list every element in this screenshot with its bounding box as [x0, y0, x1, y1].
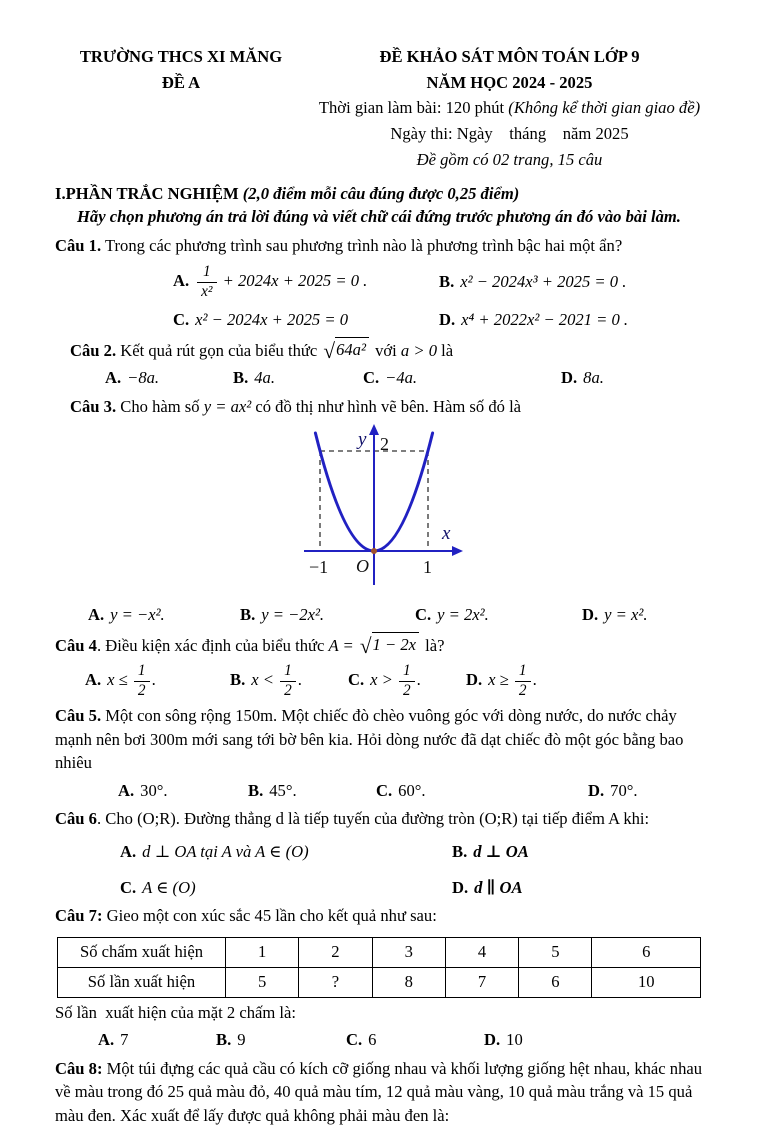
fraction — [515, 663, 531, 699]
option-label: A. — [98, 1030, 115, 1050]
option-label: C. — [415, 605, 432, 625]
option-label: A. — [118, 780, 135, 800]
exam-date: Ngày thi: Ngày tháng năm 2025 — [390, 124, 629, 144]
option-c — [363, 366, 561, 390]
option-label: D. — [561, 368, 578, 388]
option-d — [582, 603, 712, 627]
exam-duration — [307, 95, 712, 121]
option-text: −8a. — [127, 368, 160, 388]
question-5-label: Câu 5. — [55, 706, 102, 726]
x-axis-label: x — [441, 522, 450, 544]
fraction-numerator: 1 — [280, 663, 296, 681]
question-7-stem: Gieo một con xúc sắc 45 lần cho kết quả như sau: — [102, 906, 437, 926]
option-comparison: x < — [251, 670, 279, 690]
option-label: B. — [230, 670, 246, 690]
square-root — [360, 632, 419, 657]
question-7 — [55, 904, 712, 928]
table-cell: Số chấm xuất hiện — [58, 937, 226, 967]
option-label: B. — [240, 605, 256, 625]
option-label: B. — [233, 368, 249, 388]
option-comparison: x ≤ — [107, 670, 132, 690]
table-cell: 1 — [226, 937, 299, 967]
x-tick-minus1: −1 — [308, 556, 328, 577]
exam-title: ĐỀ KHẢO SÁT MÔN TOÁN LỚP 9 — [379, 47, 640, 66]
option-text: A ∈ (O) — [142, 877, 196, 897]
table-cell: 4 — [445, 937, 518, 967]
question-3 — [55, 395, 712, 419]
y-tick-2: 2 — [379, 433, 389, 454]
option-period: . — [416, 670, 421, 690]
option-label: A. — [85, 670, 102, 690]
option-a — [88, 603, 240, 627]
option-comparison: x > — [370, 670, 398, 690]
header — [55, 44, 712, 173]
option-c — [346, 1028, 484, 1052]
parabola-graph — [296, 423, 472, 591]
radical-sign: √ — [323, 338, 336, 363]
question-4-label: Câu 4 — [55, 635, 97, 655]
fraction-denominator: x² — [201, 282, 213, 300]
option-label: B. — [248, 780, 264, 800]
parabola-figure — [296, 423, 472, 598]
table-cell: 6 — [519, 967, 592, 997]
table-cell: 7 — [445, 967, 518, 997]
option-text: + 2024x + 2025 = 0 . — [218, 271, 368, 291]
section-title — [55, 182, 712, 206]
option-label: C. — [346, 1030, 363, 1050]
table-cell: 8 — [372, 967, 445, 997]
table-row — [58, 937, 701, 967]
fraction-denominator: 2 — [284, 681, 292, 699]
option-text: d ∥ OA — [474, 877, 523, 897]
option-label: D. — [582, 605, 599, 625]
fraction — [399, 663, 415, 699]
x-axis-arrow — [452, 546, 463, 556]
option-comparison: x ≥ — [488, 670, 513, 690]
fraction — [197, 264, 216, 300]
section-instruction: Hãy chọn phương án trả lời đúng và viết chữ cái đứng trước phương án đó vào bài làm. — [77, 207, 681, 227]
origin-label: O — [355, 555, 369, 576]
question-4 — [55, 632, 712, 658]
question-5 — [55, 704, 712, 775]
question-1-options — [55, 264, 712, 332]
table-row — [58, 967, 701, 997]
option-b — [439, 270, 712, 294]
option-text: 30°. — [140, 780, 168, 800]
option-label: D. — [588, 780, 605, 800]
section-scoring-note: (2,0 điểm mỗi câu đúng được 0,25 điểm) — [242, 183, 520, 203]
structure-note: Đề gồm có 02 trang, 15 câu — [416, 149, 603, 169]
option-a — [98, 1028, 216, 1052]
option-text: y = −x². — [110, 605, 165, 625]
y-axis-arrow — [369, 424, 379, 435]
option-c — [120, 876, 452, 900]
question-5-stem: Một con sông rộng 150m. Một chiếc đò chèo vuông góc với dòng nước, do nước chảy mạnh nên bơi 300m mới sang tới bờ bên kia. Hỏi dòng nước đã dạt chiếc đò một góc bằng bao nhiêu — [55, 706, 684, 773]
question-2 — [55, 337, 712, 363]
question-2-condition: a > 0 — [400, 340, 438, 360]
fraction-numerator: 1 — [134, 663, 150, 681]
origin-dot — [371, 548, 377, 554]
question-7-followup: Số lần xuất hiện của mặt 2 chấm là: — [55, 1002, 296, 1022]
question-1-label: Câu 1. — [55, 235, 102, 255]
option-label: B. — [452, 842, 468, 861]
question-6-stem: . Cho (O;R). Đường thẳng d là tiếp tuyến của đường tròn (O;R) tại tiếp điểm A khi: — [96, 809, 650, 829]
table-cell: 10 — [592, 967, 701, 997]
question-4-expression: A = — [328, 635, 358, 655]
question-2-stem-mid: với — [370, 340, 401, 360]
option-label: D. — [466, 670, 483, 690]
fraction-denominator: 2 — [403, 681, 411, 699]
option-b — [240, 603, 415, 627]
question-2-options — [55, 366, 712, 390]
fraction-numerator: 1 — [399, 663, 415, 681]
header-left — [55, 44, 307, 173]
question-2-stem: Kết quả rút gọn của biểu thức — [116, 340, 322, 360]
exam-variant: ĐỀ A — [161, 72, 201, 92]
option-b — [216, 1028, 346, 1052]
table-cell: ? — [299, 967, 372, 997]
question-3-label: Câu 3. — [70, 396, 117, 416]
question-3-stem-post: có đồ thị như hình vẽ bên. Hàm số đó là — [251, 396, 522, 416]
radicand: 1 − 2x — [372, 632, 419, 657]
fraction-denominator: 2 — [518, 681, 527, 699]
option-a — [120, 840, 452, 864]
option-a — [173, 264, 439, 300]
question-3-stem: Cho hàm số — [116, 396, 204, 416]
option-label: C. — [120, 877, 137, 897]
section-title-text: I.PHẦN TRẮC NGHIỆM — [55, 183, 243, 203]
question-2-stem-post: là — [437, 340, 454, 360]
square-root — [323, 337, 369, 362]
option-label: D. — [439, 310, 456, 330]
question-6-options — [55, 840, 712, 899]
question-4-options — [55, 663, 712, 699]
table-cell: Số lần xuất hiện — [58, 967, 226, 997]
question-5-options — [55, 779, 712, 803]
option-c — [376, 779, 588, 803]
option-d — [439, 308, 712, 332]
school-name: TRƯỜNG THCS XI MĂNG — [79, 47, 283, 66]
option-b — [452, 840, 712, 864]
fraction-numerator: 1 — [515, 663, 531, 681]
frequency-table — [57, 937, 701, 998]
x-tick-1: 1 — [422, 556, 432, 577]
option-label: A. — [120, 842, 137, 861]
question-7-label: Câu 7: — [55, 906, 103, 926]
question-3-formula: y = ax² — [203, 396, 252, 416]
table-cell: 5 — [519, 937, 592, 967]
duration-text: Thời gian làm bài: 120 phút — [318, 98, 509, 118]
question-4-stem: . Điều kiện xác định của biểu thức — [96, 635, 329, 655]
option-text: 45°. — [269, 780, 297, 800]
option-text: d ⊥ OA tại A và A ∈ (O) — [142, 842, 309, 861]
option-c — [348, 663, 466, 699]
option-a — [105, 366, 233, 390]
option-text: d ⊥ OA — [473, 842, 529, 861]
option-b — [230, 663, 348, 699]
table-cell: 2 — [299, 937, 372, 967]
question-8-stem: Một túi đựng các quả cầu có kích cỡ giống nhau và khối lượng giống hệt nhau, khác nhau về màu trong đó 25 quả màu đỏ, 40 quả màu tím, 12 quả màu vàng, 10 quả màu trắng và 15 quả màu đen. Xác xuất để lấy được quả không phải màu đen là: — [55, 1058, 703, 1125]
option-label: A. — [88, 605, 105, 625]
option-text: 4a. — [254, 368, 275, 388]
option-text: 60°. — [398, 780, 426, 800]
option-d — [466, 663, 712, 699]
question-4-stem-post: là? — [421, 635, 445, 655]
option-text: y = −2x². — [261, 605, 325, 625]
option-label: A. — [105, 368, 122, 388]
option-text: 70°. — [610, 780, 638, 800]
duration-note: (Không kể thời gian giao đề) — [508, 98, 701, 118]
option-text: 10 — [506, 1030, 523, 1050]
option-period: . — [151, 670, 156, 690]
option-period: . — [532, 670, 537, 690]
option-text: x² − 2024x³ + 2025 = 0 . — [460, 272, 627, 292]
fraction — [134, 663, 150, 699]
header-right — [307, 44, 712, 173]
question-3-options — [55, 603, 712, 627]
option-b — [233, 366, 363, 390]
option-text: 8a. — [583, 368, 604, 388]
option-label: A. — [173, 271, 190, 291]
option-text: −4a. — [385, 368, 418, 388]
option-text: 9 — [237, 1030, 246, 1050]
option-text: 6 — [368, 1030, 377, 1050]
option-c — [415, 603, 582, 627]
option-a — [118, 779, 248, 803]
option-label: B. — [216, 1030, 232, 1050]
school-year: NĂM HỌC 2024 - 2025 — [426, 72, 593, 92]
option-text: x² − 2024x + 2025 = 0 — [195, 310, 349, 330]
option-text: y = 2x². — [437, 605, 489, 625]
question-6 — [55, 807, 712, 831]
option-text: y = x². — [604, 605, 648, 625]
radical-sign: √ — [359, 633, 372, 658]
question-8-label: Câu 8: — [55, 1058, 103, 1078]
question-8 — [55, 1057, 712, 1128]
option-label: D. — [484, 1030, 501, 1050]
option-label: D. — [452, 877, 469, 897]
fraction-numerator: 1 — [197, 264, 216, 282]
option-d — [588, 779, 712, 803]
option-text: x⁴ + 2022x² − 2021 = 0 . — [461, 310, 629, 330]
option-label: C. — [363, 368, 380, 388]
question-6-label: Câu 6 — [55, 809, 97, 829]
option-b — [248, 779, 376, 803]
option-d — [484, 1028, 712, 1052]
fraction — [280, 663, 296, 699]
option-d — [452, 876, 712, 900]
question-2-label: Câu 2. — [70, 340, 117, 360]
radicand: 64a² — [335, 337, 369, 362]
table-cell: 6 — [592, 937, 701, 967]
option-label: B. — [439, 272, 455, 292]
option-period: . — [297, 670, 302, 690]
option-a — [85, 663, 230, 699]
option-c — [173, 308, 439, 332]
question-1-stem: Trong các phương trình sau phương trình nào là phương trình bậc hai một ẩn? — [101, 235, 623, 255]
table-cell: 5 — [226, 967, 299, 997]
option-d — [561, 366, 712, 390]
question-1 — [55, 234, 712, 258]
table-cell: 3 — [372, 937, 445, 967]
option-text: 7 — [120, 1030, 129, 1050]
option-label: C. — [376, 780, 393, 800]
question-7-options — [55, 1028, 712, 1052]
y-axis-label: y — [357, 428, 366, 450]
option-label: C. — [173, 310, 190, 330]
fraction-denominator: 2 — [137, 681, 146, 699]
option-label: C. — [348, 670, 365, 690]
